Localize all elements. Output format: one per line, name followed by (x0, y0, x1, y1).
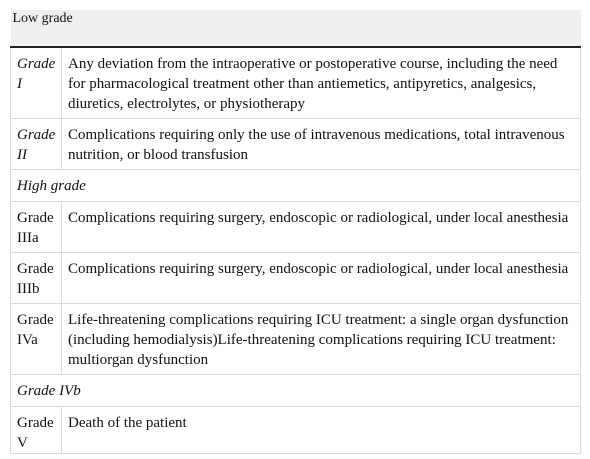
table-header-row (11, 10, 581, 47)
table-row (11, 407, 581, 454)
description-cell: Complications requiring surgery, endoscopic or radiological, under local anesthesia (62, 202, 581, 253)
grade-cell: Grade I (11, 47, 62, 119)
header-low-grade: Low grade (11, 10, 581, 47)
grade-cell: Grade II (11, 119, 62, 170)
description-cell: Death of the patient (62, 407, 581, 454)
section-label-high-grade: High grade (11, 170, 581, 202)
section-row (11, 375, 581, 407)
section-row (11, 170, 581, 202)
section-label-grade-ivb: Grade IVb (11, 375, 581, 407)
description-cell: Complications requiring only the use of intravenous medications, total intravenous nutrition, or blood transfusion (62, 119, 581, 170)
table-row (11, 202, 581, 253)
description-cell: Complications requiring surgery, endoscopic or radiological, under local anesthesia (62, 253, 581, 304)
grade-cell: Grade V (11, 407, 62, 454)
classification-table-container (10, 10, 580, 454)
table-row (11, 47, 581, 119)
complications-grade-table (10, 10, 581, 454)
table-row (11, 119, 581, 170)
grade-cell: Grade IVa (11, 304, 62, 375)
description-cell: Life-threatening complications requiring ICU treatment: a single organ dysfunction (including hemodialysis)Life-threatening complications requiring ICU treatment: multiorgan dysfunction (62, 304, 581, 375)
table-row (11, 253, 581, 304)
grade-cell: Grade IIIa (11, 202, 62, 253)
grade-cell: Grade IIIb (11, 253, 62, 304)
table-row (11, 304, 581, 375)
description-cell: Any deviation from the intraoperative or postoperative course, including the need for pharmacological treatment other than antiemetics, antipyretics, analgesics, diuretics, electrolytes, or physiotherapy (62, 47, 581, 119)
